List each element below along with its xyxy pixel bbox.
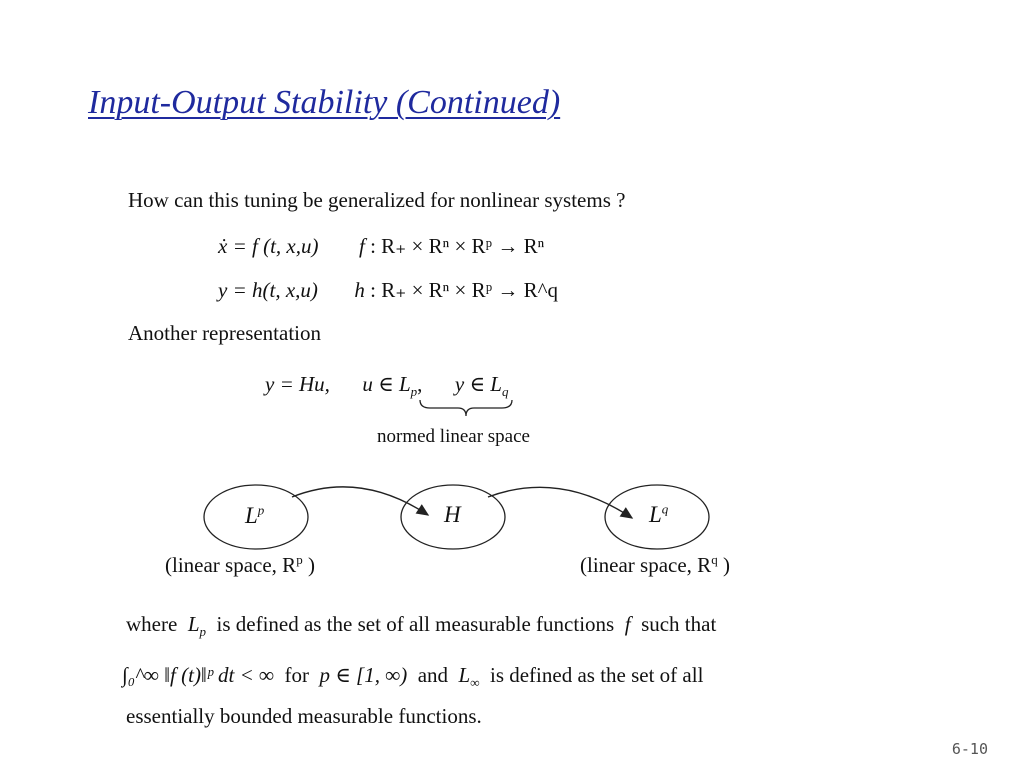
question-text: How can this tuning be generalized for nonlinear systems ? bbox=[128, 188, 626, 212]
input-space-membership: u ∈ $L_p$, bbox=[362, 372, 423, 400]
output-map-domain: : R₊ × Rⁿ × Rᵖ → R^q bbox=[370, 278, 559, 302]
io-equation: y = Hu, bbox=[265, 372, 330, 396]
left-space-caption: (linear space, $R^p$ ) bbox=[165, 552, 315, 577]
state-equation bbox=[218, 234, 544, 259]
definition-line-1: where $L_p$ is defined as the set of all measurable functions f such that bbox=[126, 612, 717, 640]
definition-line-3: essentially bounded measurable functions. bbox=[126, 704, 482, 728]
io-representation bbox=[265, 372, 509, 400]
operator-node-label: H bbox=[444, 502, 461, 527]
arrow-left-to-operator bbox=[292, 487, 428, 515]
brace-label: normed linear space bbox=[377, 426, 530, 447]
slide-title: Input-Output Stability (Continued) bbox=[88, 84, 561, 121]
output-equation-lhs: y = h(t, x,u) bbox=[218, 278, 318, 302]
underbrace bbox=[420, 400, 512, 416]
state-map-name: f bbox=[358, 234, 365, 258]
left-node-label: $L^p$ bbox=[245, 502, 265, 528]
state-map-domain: : R₊ × Rⁿ × Rᵖ → Rⁿ bbox=[370, 234, 545, 258]
state-equation-lhs: ẋ = f (t, x,u) bbox=[218, 234, 319, 258]
output-space-membership: y ∈ $L_q$ bbox=[454, 372, 509, 400]
arrow-operator-to-right bbox=[488, 487, 632, 518]
page-number: 6-10 bbox=[951, 740, 988, 758]
integral-condition: ∫₀^∞ ‖f (t)‖ᵖ dt < ∞ bbox=[122, 663, 274, 687]
output-equation bbox=[218, 278, 558, 303]
right-space-caption: (linear space, $R^q$ ) bbox=[580, 552, 730, 577]
right-node-label: $L^q$ bbox=[649, 501, 669, 527]
output-map-name: h bbox=[354, 278, 365, 302]
another-representation-label: Another representation bbox=[128, 321, 322, 345]
definition-line-2: ∫₀^∞ ‖f (t)‖ᵖ dt < ∞ for p ∈ [1, ∞) and $L_\infty$ is defined as the set of all bbox=[122, 663, 704, 691]
